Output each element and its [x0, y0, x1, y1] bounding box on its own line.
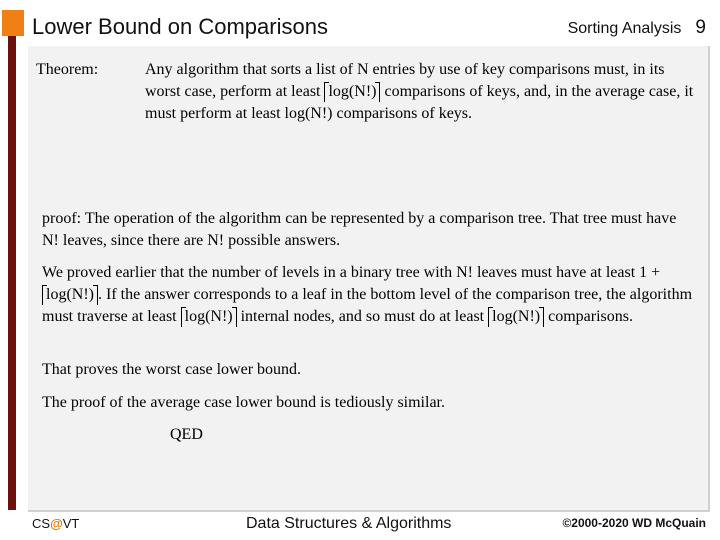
- footer-course: [32, 516, 79, 531]
- proof-paragraph-4: The proof of the average case lower bound is tediously similar.: [42, 394, 445, 411]
- theorem-statement: [145, 59, 700, 125]
- footer-course-prefix: CS: [32, 516, 51, 531]
- footer-course-title: Data Structures & Algorithms: [246, 515, 452, 532]
- proof-2-text-c: internal nodes, and so must do at least: [236, 308, 489, 325]
- proof-2-text-a: We proved earlier that the number of levels in a binary tree with N! leaves must have at least 1 +: [42, 264, 661, 281]
- theorem-text-2: comparisons of keys, and, in the average case, it must perform at least log(N!) comparisons of keys.: [145, 83, 694, 122]
- left-accent-bar: [8, 36, 16, 510]
- qed-mark: QED: [170, 426, 203, 443]
- proof-2-text-b: . If the answer corresponds to a leaf in the bottom level of the comparison tree, the algorithm must traverse at least: [42, 286, 693, 325]
- corner-accent-square: [2, 10, 24, 36]
- ceiling-expression: log(N!): [324, 81, 380, 103]
- slide-header-right: [568, 17, 706, 39]
- proof-paragraph-1: proof: The operation of the algorithm can be represented by a comparison tree. That tree must have N! leaves, since there are N! possible answers.: [42, 210, 677, 249]
- ceiling-expression: log(N!): [42, 284, 98, 306]
- proof-2-text-d: comparisons.: [544, 308, 633, 325]
- theorem-text-1: Any algorithm that sorts a list of N entries by use of key comparisons must, in its worst case, perform at least: [145, 61, 665, 100]
- footer-course-at: @: [50, 516, 63, 531]
- theorem-label: Theorem:: [36, 61, 99, 78]
- section-name: Sorting Analysis: [567, 20, 682, 37]
- page-number: 9: [695, 17, 706, 38]
- proof-paragraph-3: That proves the worst case lower bound.: [42, 361, 302, 378]
- slide-title: Lower Bound on Comparisons: [32, 14, 328, 39]
- footer-copyright: ©2000-2020 WD McQuain: [562, 516, 706, 530]
- ceiling-expression: log(N!): [181, 306, 237, 328]
- footer-course-suffix: VT: [62, 516, 80, 531]
- ceiling-expression: log(N!): [488, 306, 544, 328]
- proof-paragraph-2: [42, 262, 692, 328]
